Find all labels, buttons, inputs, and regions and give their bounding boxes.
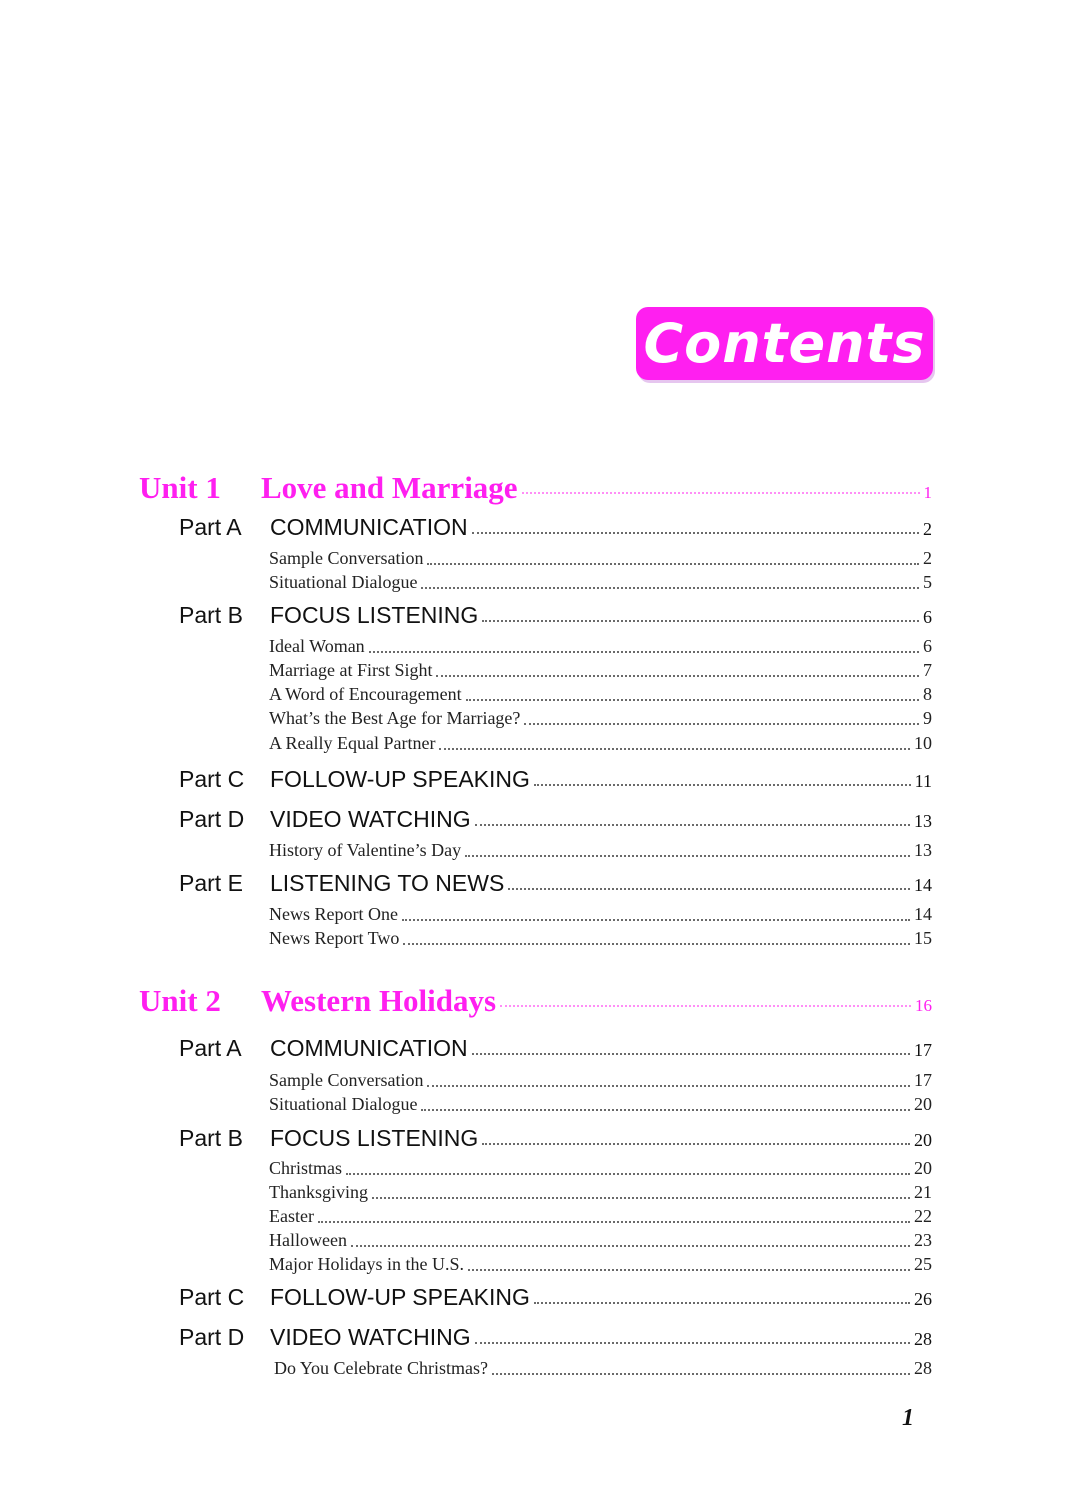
- leader-dots: [436, 675, 919, 677]
- part-title: FOCUS LISTENING: [270, 1125, 479, 1151]
- part-title: COMMUNICATION: [270, 514, 468, 540]
- item-title: History of Valentine’s Day: [269, 840, 462, 860]
- leader-dots: [472, 1053, 910, 1055]
- toc-item[interactable]: [269, 1254, 932, 1275]
- leader-dots: [482, 620, 919, 622]
- part-label: Part E: [179, 870, 243, 896]
- leader-dots: [402, 919, 910, 921]
- toc-item[interactable]: [269, 840, 932, 861]
- leader-dots: [468, 1269, 910, 1271]
- toc-item[interactable]: [269, 1158, 932, 1179]
- item-page: 25: [914, 1254, 932, 1274]
- part-label: Part C: [179, 1284, 245, 1310]
- toc-item[interactable]: [269, 1206, 932, 1227]
- item-page: 2: [923, 548, 932, 568]
- leader-dots: [492, 1373, 910, 1375]
- part-entry[interactable]: [179, 602, 932, 629]
- item-page: 14: [914, 904, 932, 924]
- toc-item[interactable]: [269, 684, 932, 705]
- unit-label: Unit 2: [139, 983, 221, 1018]
- item-title: Sample Conversation: [269, 548, 424, 568]
- toc-item[interactable]: [269, 1070, 932, 1091]
- part-entry[interactable]: [179, 1284, 932, 1311]
- leader-dots: [475, 1342, 910, 1344]
- part-entry[interactable]: [179, 870, 932, 897]
- leader-dots: [403, 943, 910, 945]
- item-title: Situational Dialogue: [269, 1094, 418, 1114]
- leader-dots: [421, 1109, 910, 1111]
- item-page: 8: [923, 684, 932, 704]
- part-title: LISTENING TO NEWS: [270, 870, 505, 896]
- toc-item[interactable]: [269, 636, 932, 657]
- part-label: Part D: [179, 1324, 245, 1350]
- item-page: 6: [923, 636, 932, 656]
- item-page: 5: [923, 572, 932, 592]
- unit-title: Love and Marriage: [261, 470, 518, 505]
- part-label: Part A: [179, 514, 242, 540]
- contents-badge: Contents: [636, 307, 933, 380]
- part-entry[interactable]: [179, 766, 932, 793]
- part-page: 11: [914, 771, 932, 791]
- page-number: 1: [902, 1405, 914, 1431]
- unit-label: Unit 1: [139, 470, 221, 505]
- item-page: 15: [914, 928, 932, 948]
- item-title: A Really Equal Partner: [269, 733, 436, 753]
- leader-dots: [500, 1005, 911, 1007]
- item-page: 21: [914, 1182, 932, 1202]
- item-page: 20: [914, 1158, 932, 1178]
- leader-dots: [508, 888, 910, 890]
- part-page: 20: [914, 1130, 932, 1150]
- toc-item[interactable]: [269, 928, 932, 949]
- item-title: News Report Two: [269, 928, 400, 948]
- toc-item[interactable]: [269, 708, 932, 729]
- part-page: 28: [914, 1329, 932, 1349]
- part-page: 26: [914, 1289, 932, 1309]
- leader-dots: [346, 1173, 910, 1175]
- toc-item[interactable]: [269, 904, 932, 925]
- part-title: FOLLOW-UP SPEAKING: [270, 1284, 530, 1310]
- toc-item[interactable]: [269, 572, 932, 593]
- item-page: 23: [914, 1230, 932, 1250]
- item-title: Situational Dialogue: [269, 572, 418, 592]
- leader-dots: [372, 1197, 910, 1199]
- part-title: FOCUS LISTENING: [270, 602, 479, 628]
- toc-item[interactable]: [274, 1358, 932, 1379]
- toc-item[interactable]: [269, 1182, 932, 1203]
- item-title: Do You Celebrate Christmas?: [274, 1358, 488, 1378]
- leader-dots: [421, 587, 919, 589]
- leader-dots: [482, 1143, 910, 1145]
- toc-item[interactable]: [269, 660, 932, 681]
- leader-dots: [439, 748, 910, 750]
- item-title: Easter: [269, 1206, 314, 1226]
- leader-dots: [351, 1245, 910, 1247]
- item-page: 10: [914, 733, 932, 753]
- part-entry[interactable]: [179, 1324, 932, 1351]
- part-entry[interactable]: [179, 514, 932, 541]
- leader-dots: [475, 824, 910, 826]
- leader-dots: [427, 563, 919, 565]
- unit-title: Western Holidays: [261, 983, 497, 1018]
- item-page: 28: [914, 1358, 932, 1378]
- toc-item[interactable]: [269, 548, 932, 569]
- part-title: COMMUNICATION: [270, 1035, 468, 1061]
- unit-page: 1: [923, 483, 932, 502]
- part-title: FOLLOW-UP SPEAKING: [270, 766, 530, 792]
- unit-page: 16: [915, 996, 932, 1015]
- toc-item[interactable]: [269, 1230, 932, 1251]
- item-title: Sample Conversation: [269, 1070, 424, 1090]
- leader-dots: [534, 784, 911, 786]
- item-title: Christmas: [269, 1158, 343, 1178]
- part-page: 17: [914, 1040, 932, 1060]
- part-label: Part A: [179, 1035, 242, 1061]
- leader-dots: [524, 723, 919, 725]
- item-title: Ideal Woman: [269, 636, 365, 656]
- item-title: What’s the Best Age for Marriage?: [269, 708, 521, 728]
- item-title: Major Holidays in the U.S.: [269, 1254, 464, 1274]
- leader-dots: [318, 1221, 910, 1223]
- leader-dots: [427, 1085, 910, 1087]
- part-label: Part D: [179, 806, 245, 832]
- leader-dots: [465, 855, 910, 857]
- part-label: Part C: [179, 766, 245, 792]
- leader-dots: [534, 1302, 910, 1304]
- leader-dots: [369, 651, 919, 653]
- toc-item[interactable]: [269, 733, 932, 754]
- part-title: VIDEO WATCHING: [270, 806, 471, 832]
- item-title: Marriage at First Sight: [269, 660, 433, 680]
- item-title: News Report One: [269, 904, 398, 924]
- part-entry[interactable]: [179, 1125, 932, 1152]
- part-page: 2: [923, 519, 932, 539]
- leader-dots: [522, 492, 920, 494]
- item-page: 13: [914, 840, 932, 860]
- part-title: VIDEO WATCHING: [270, 1324, 471, 1350]
- item-title: Thanksgiving: [269, 1182, 368, 1202]
- toc-item[interactable]: [269, 1094, 932, 1115]
- part-page: 6: [923, 607, 932, 627]
- item-title: Halloween: [269, 1230, 347, 1250]
- part-label: Part B: [179, 1125, 243, 1151]
- item-page: 9: [923, 708, 932, 728]
- leader-dots: [472, 532, 919, 534]
- part-entry[interactable]: [179, 806, 932, 833]
- leader-dots: [466, 699, 919, 701]
- item-page: 20: [914, 1094, 932, 1114]
- unit-heading[interactable]: [139, 983, 932, 1019]
- item-title: A Word of Encouragement: [269, 684, 462, 704]
- part-page: 13: [914, 811, 932, 831]
- part-page: 14: [914, 875, 932, 895]
- part-entry[interactable]: [179, 1035, 932, 1062]
- part-label: Part B: [179, 602, 243, 628]
- item-page: 22: [914, 1206, 932, 1226]
- item-page: 17: [914, 1070, 932, 1090]
- item-page: 7: [923, 660, 932, 680]
- unit-heading[interactable]: [139, 470, 932, 506]
